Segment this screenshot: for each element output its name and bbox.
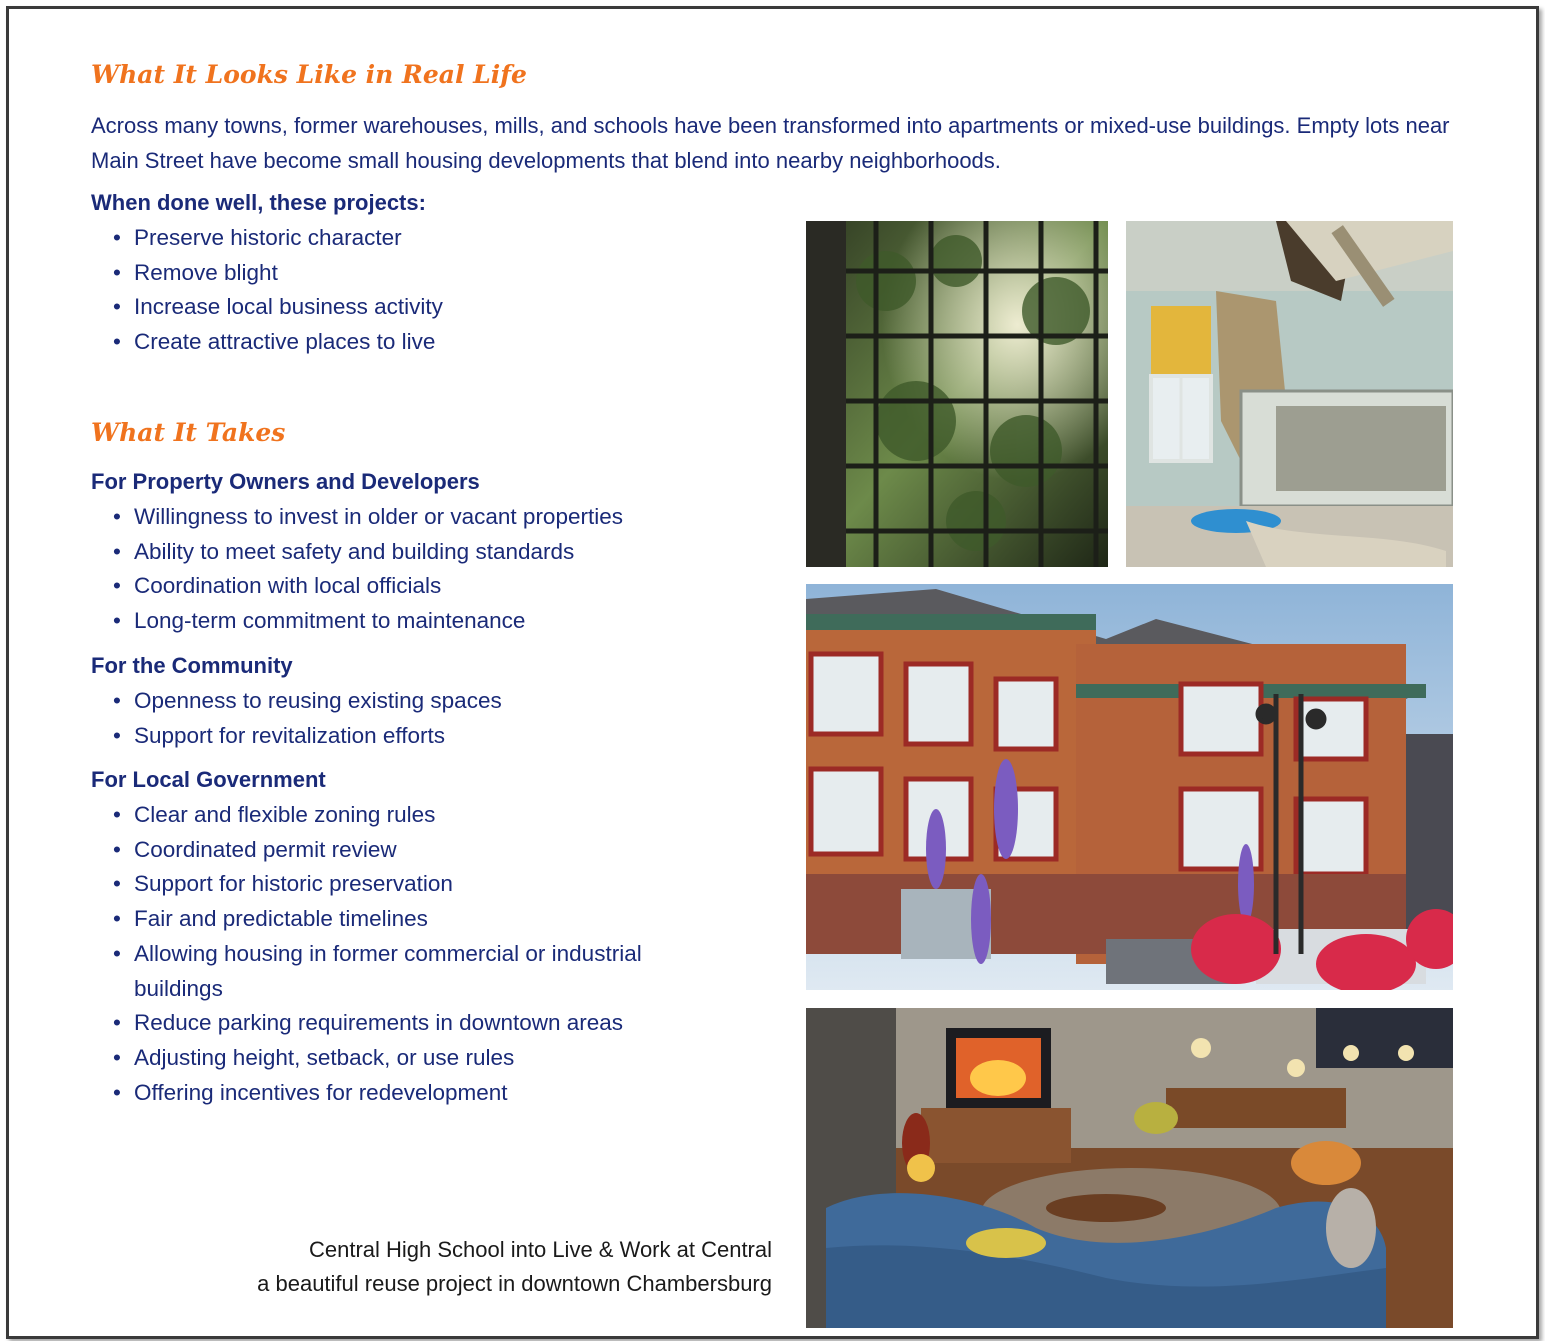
benefits-list — [91, 221, 443, 360]
list-item: • Support for revitalization efforts — [91, 719, 502, 754]
list-item: • Create attractive places to live — [91, 325, 443, 360]
list-item: • Clear and flexible zoning rules — [91, 798, 731, 833]
list-item: • Reduce parking requirements in downtown areas — [91, 1006, 731, 1041]
group-title-community: For the Community — [91, 653, 293, 678]
caption-line-2: a beautiful reuse project in downtown Chambersburg — [257, 1271, 772, 1296]
group-title-government: For Local Government — [91, 767, 326, 792]
list-item: • Fair and predictable timelines — [91, 902, 731, 937]
list-item: • Openness to reusing existing spaces — [91, 684, 502, 719]
section-heading-what-it-takes: What It Takes — [91, 418, 286, 447]
list-item: • Increase local business activity — [91, 290, 443, 325]
list-item: • Long-term commitment to maintenance — [91, 604, 623, 639]
list-item: • Allowing housing in former commercial or industrial buildings — [91, 937, 731, 1006]
intro-paragraph: Across many towns, former warehouses, mills, and schools have been transformed into apartments or mixed-use buildings. Empty lots near Main Street have become small housing developments that blend into nearby neighborhoods. — [91, 113, 1450, 173]
list-item: • Coordination with local officials — [91, 569, 623, 604]
decaying-classroom-photo — [1126, 221, 1453, 567]
government-list — [91, 798, 731, 1110]
community-list — [91, 684, 502, 753]
list-item: • Offering incentives for redevelopment — [91, 1076, 731, 1111]
list-item: • Preserve historic character — [91, 221, 443, 256]
living-room-photo — [806, 1008, 1453, 1328]
restored-school-building-photo — [806, 584, 1453, 990]
overgrown-window-photo — [806, 221, 1108, 567]
owners-list — [91, 500, 623, 639]
photo-caption — [100, 1233, 772, 1301]
group-title-owners: For Property Owners and Developers — [91, 469, 480, 494]
list-item: • Remove blight — [91, 256, 443, 291]
caption-line-1: Central High School into Live & Work at Central — [308, 1237, 772, 1262]
section-heading-real-life: What It Looks Like in Real Life — [91, 60, 527, 89]
list-item: • Adjusting height, setback, or use rules — [91, 1041, 731, 1076]
list-item: • Support for historic preservation — [91, 867, 731, 902]
list-item: • Willingness to invest in older or vacant properties — [91, 500, 623, 535]
list-item: • Ability to meet safety and building standards — [91, 535, 623, 570]
list-item: • Coordinated permit review — [91, 833, 731, 868]
projects-subheading: When done well, these projects: — [91, 190, 426, 215]
